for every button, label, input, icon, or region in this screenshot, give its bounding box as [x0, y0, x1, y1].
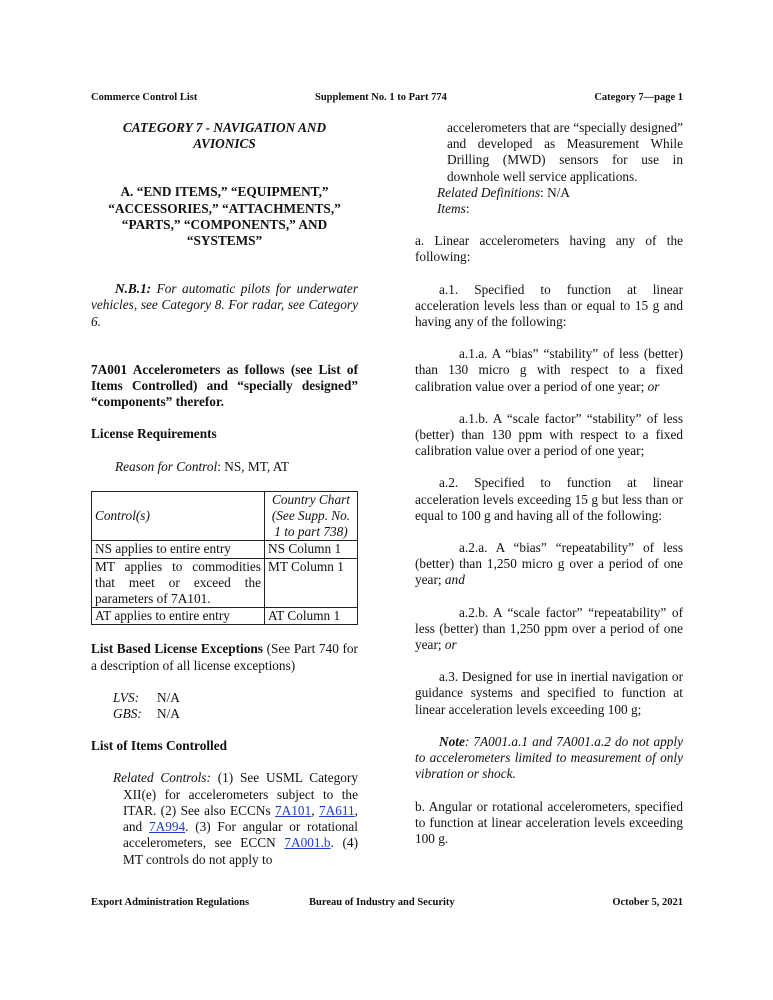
header-country-chart: Country Chart (See Supp. No. 1 to part 738)	[265, 491, 358, 541]
header-center: Supplement No. 1 to Part 774	[315, 92, 447, 103]
table-row: MT applies to commodities that meet or exceed the parameters of 7A101. MT Column 1	[92, 558, 358, 608]
note: Note: 7A001.a.1 and 7A001.a.2 do not apply to accelerometers limited to measurement of only vibration or shock.	[415, 733, 683, 782]
link-7a611[interactable]: 7A611	[318, 802, 355, 818]
related-controls-continuation: accelerometers that are “specially designed” and developed as Measurement While Drilling (MWD) sensors for use in downhole well service applications.	[447, 120, 683, 184]
lvs-line: LVS: N/A	[113, 689, 180, 705]
control-table	[91, 491, 358, 626]
item-a3: a.3. Designed for use in inertial navigation or guidance systems and specified to function at linear acceleration levels exceeding 100 g;	[415, 669, 683, 717]
footer-left: Export Administration Regulations	[91, 897, 250, 908]
footer-right: October 5, 2021	[612, 897, 683, 908]
eccn-heading: 7A001 Accelerometers as follows (see List of Items Controlled) and “specially designed” “components” therefor.	[91, 361, 358, 410]
link-7a994[interactable]: 7A994	[148, 819, 186, 835]
section-title: A. “END ITEMS,” “EQUIPMENT,” “ACCESSORIES,” “ATTACHMENTS,” “PARTS,” “COMPONENTS,” AND “SYSTEMS”	[108, 184, 341, 249]
gbs-line: GBS: N/A	[113, 706, 180, 722]
item-a2: a.2. Specified to function at linear acceleration levels exceeding 15 g but less than or equal to 100 g and having all of the following:	[415, 475, 683, 523]
item-a2b: a.2.b. A “scale factor” “repeatability” of less (better) than 1,250 ppm over a period of one year; or	[415, 604, 683, 653]
header-controls: Control(s)	[92, 491, 265, 541]
right-column	[415, 120, 683, 847]
item-a2a: a.2.a. A “bias” “repeatability” of less (better) than 1,250 micro g over a period of one year; and	[415, 540, 683, 588]
list-of-items-heading: List of Items Controlled	[91, 738, 228, 754]
item-a: a. Linear accelerometers having any of the following:	[415, 233, 683, 265]
table-header-row	[92, 491, 358, 541]
item-a1a: a.1.a. A “bias” “stability” of less (better) than 130 micro g with respect to a fixed calibration value over a period of one year; or	[415, 346, 683, 394]
reason-for-control: Reason for Control: NS, MT, AT	[115, 458, 289, 474]
item-b: b. Angular or rotational accelerometers, specified to function at linear acceleration levels exceeding 100 g.	[415, 798, 683, 846]
footer-center: Bureau of Industry and Security	[309, 897, 455, 908]
link-7a001b[interactable]: 7A001.b	[284, 835, 331, 851]
item-a1b: a.1.b. A “scale factor” “stability” of less (better) than 130 ppm with respect to a fixed calibration value over a period of one year;	[415, 410, 683, 459]
license-requirements-heading: License Requirements	[91, 426, 217, 442]
header-left: Commerce Control List	[91, 92, 198, 103]
table-row: NS applies to entire entry NS Column 1	[92, 541, 358, 558]
category-title: CATEGORY 7 - NAVIGATION AND AVIONICS	[122, 120, 327, 152]
related-controls: Related Controls: (1) See USML Category XII(e) for accelerometers subject to the ITAR. (2) See also ECCNs 7A101, 7A611, and 7A994. (3) For angular or rotational accelerometers, see ECCN 7A001.b. (4) MT controls do not apply to	[113, 770, 359, 867]
table-row: AT applies to entire entry AT Column 1	[92, 608, 358, 625]
lble-paragraph: List Based License Exceptions (See Part 740 for a description of all license exceptions)	[91, 641, 358, 673]
left-column	[91, 120, 358, 868]
items-label: Items:	[437, 201, 470, 217]
nb-note: N.B.1: For automatic pilots for underwater vehicles, see Category 8. For radar, see Category 6.	[91, 281, 358, 329]
related-definitions: Related Definitions: N/A	[437, 184, 570, 200]
item-a1: a.1. Specified to function at linear acceleration levels less than or equal to 15 g and having any of the following:	[415, 281, 683, 330]
link-7a101[interactable]: 7A101	[275, 802, 312, 818]
header-right: Category 7—page 1	[594, 92, 683, 103]
